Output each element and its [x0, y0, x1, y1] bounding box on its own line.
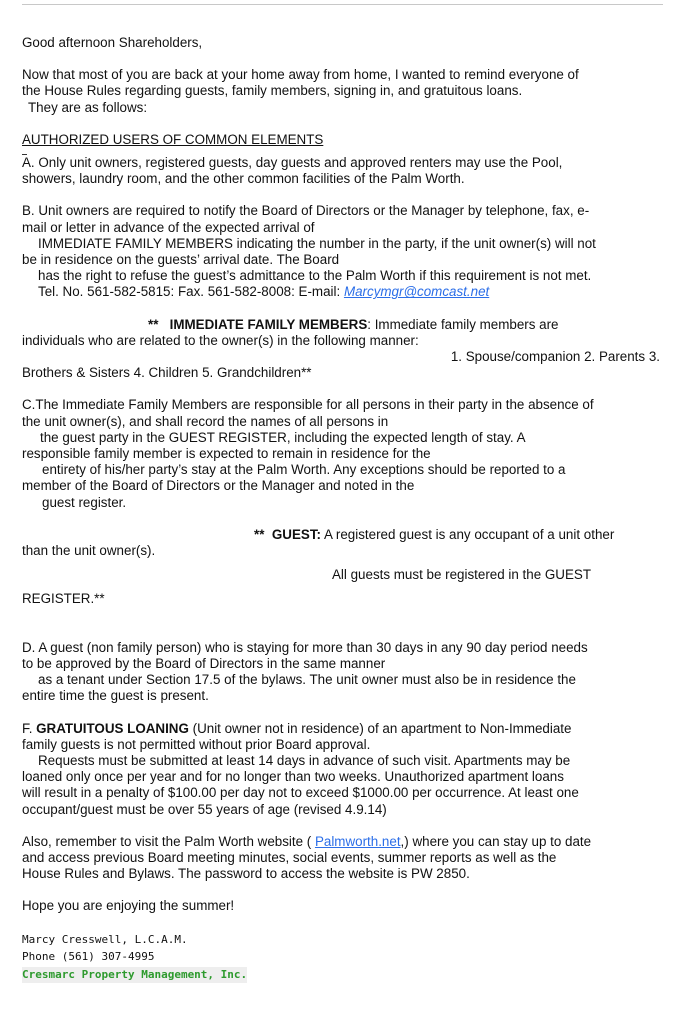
- section-heading: AUTHORIZED USERS OF COMMON ELEMENTS: [22, 131, 324, 147]
- guest-text: A registered guest is any occupant of a unit other: [321, 526, 615, 542]
- greeting: Good afternoon Shareholders,: [22, 35, 203, 50]
- section-c-line: C.The Immediate Family Members are responsible for all persons in their party in the absence of: [22, 397, 594, 413]
- guest-definition: [22, 527, 664, 608]
- contact-text: Tel. No. 561-582-5815: Fax. 561-582-8008: E-mail:: [38, 284, 344, 300]
- intro-paragraph: [22, 67, 664, 116]
- guest-line: [22, 527, 664, 543]
- website-paragraph: [22, 834, 664, 883]
- website-text: ,) where you can stay up to date: [400, 833, 592, 849]
- section-d: [22, 640, 664, 705]
- ifm-text: Brothers & Sisters 4. Children 5. Grandchildren**: [22, 365, 312, 381]
- section-c-line: the guest party in the GUEST REGISTER, including the expected length of stay. A: [40, 429, 526, 445]
- guest-line: than the unit owner(s).: [22, 543, 156, 559]
- signature-name: Marcy Cresswell, L.C.A.M.: [22, 932, 188, 946]
- website-line: [22, 834, 664, 850]
- top-divider: [22, 4, 663, 5]
- website-text: Also, remember to visit the Palm Worth website (: [22, 833, 315, 849]
- website-line: and access previous Board meeting minutes, social events, summer reports as well as the: [22, 849, 557, 865]
- section-d-line: as a tenant under Section 17.5 of the bylaws. The unit owner must also be in residence the: [38, 672, 576, 688]
- guest-line: REGISTER.**: [22, 591, 105, 607]
- section-c-line: entirety of his/her party’s stay at the Palm Worth. Any exceptions should be reported to a: [42, 462, 566, 478]
- section-c-line: the unit owner(s), and shall record the names of all persons in: [22, 413, 389, 429]
- ifm-line: [22, 317, 664, 333]
- section-b-line: B. Unit owners are required to notify the Board of Directors or the Manager by telephone, fax, e-: [22, 203, 590, 219]
- section-d-line: D. A guest (non family person) who is staying for more than 30 days in any 90 day period needs: [22, 639, 588, 655]
- section-f-label: GRATUITOUS LOANING: [36, 720, 189, 736]
- section-a-line: A. Only unit owners, registered guests, day guests and approved renters may use the Pool,: [22, 155, 563, 171]
- section-c: [22, 397, 664, 510]
- section-b-line: has the right to refuse the guest’s admittance to the Palm Worth if this requirement is not met.: [38, 268, 592, 284]
- intro-line: the House Rules regarding guests, family members, signing in, and gratuitous loans.: [22, 83, 523, 99]
- section-a: [22, 155, 664, 187]
- section-b-line: mail or letter in advance of the expected arrival of: [22, 219, 315, 235]
- section-c-line: responsible family member is expected to remain in residence for the: [22, 446, 431, 462]
- section-f-text: (Unit owner not in residence) of an apartment to Non-Immediate: [188, 720, 572, 736]
- signature-block: [22, 931, 664, 983]
- email-body: [22, 35, 664, 983]
- signature-phone: Phone (561) 307-4995: [22, 950, 155, 964]
- section-f-line: family guests is not permitted without prior Board approval.: [22, 736, 371, 752]
- section-f-prefix: F.: [22, 720, 37, 736]
- website-line: House Rules and Bylaws. The password to access the website is PW 2850.: [22, 866, 470, 882]
- ifm-line: [22, 365, 664, 381]
- guest-line: All guests must be registered in the GUEST: [332, 567, 591, 583]
- section-f: [22, 721, 664, 818]
- ifm-stars: **: [148, 316, 159, 332]
- intro-line: Now that most of you are back at your home away from home, I wanted to remind everyone of: [22, 67, 579, 83]
- email-link[interactable]: Marcymgr@comcast.net: [343, 284, 490, 300]
- section-f-line: [22, 721, 664, 737]
- ifm-text: : Immediate family members are: [367, 316, 559, 332]
- section-b-line: be in residence on the guests’ arrival date. The Board: [22, 252, 340, 268]
- section-f-line: loaned only once per year and for no longer than two weeks. Unauthorized apartment loans: [22, 769, 564, 785]
- intro-line: They are as follows:: [28, 99, 148, 115]
- section-a-line: showers, laundry room, and the other common facilities of the Palm Worth.: [22, 171, 465, 187]
- section-b-line: IMMEDIATE FAMILY MEMBERS indicating the number in the party, if the unit owner(s) will not: [38, 235, 596, 251]
- section-c-line: guest register.: [42, 494, 127, 510]
- section-f-line: will result in a penalty of $100.00 per day not to exceed $1000.00 per occurrence. At least one: [22, 785, 579, 801]
- closing: Hope you are enjoying the summer!: [22, 898, 235, 914]
- section-f-line: Requests must be submitted at least 14 days in advance of such visit. Apartments may be: [38, 752, 571, 768]
- signature-company: Cresmarc Property Management, Inc.: [22, 967, 248, 981]
- section-f-line: occupant/guest must be over 55 years of age (revised 4.9.14): [22, 801, 387, 817]
- website-link[interactable]: Palmworth.net: [314, 833, 401, 849]
- section-b: [22, 203, 664, 300]
- guest-label: GUEST:: [271, 526, 321, 542]
- ifm-line: individuals who are related to the owner(s) in the following manner:: [22, 332, 419, 348]
- section-c-line: member of the Board of Directors or the Manager and noted in the: [22, 478, 415, 494]
- contact-line: [22, 284, 664, 300]
- section-d-line: entire time the guest is present.: [22, 688, 209, 704]
- ifm-label: IMMEDIATE FAMILY MEMBERS: [169, 316, 368, 332]
- section-d-line: to be approved by the Board of Directors in the same manner: [22, 655, 386, 671]
- guest-stars: **: [254, 526, 265, 542]
- immediate-family-definition: [22, 317, 664, 382]
- ifm-line: 1. Spouse/companion 2. Parents 3.: [450, 349, 660, 365]
